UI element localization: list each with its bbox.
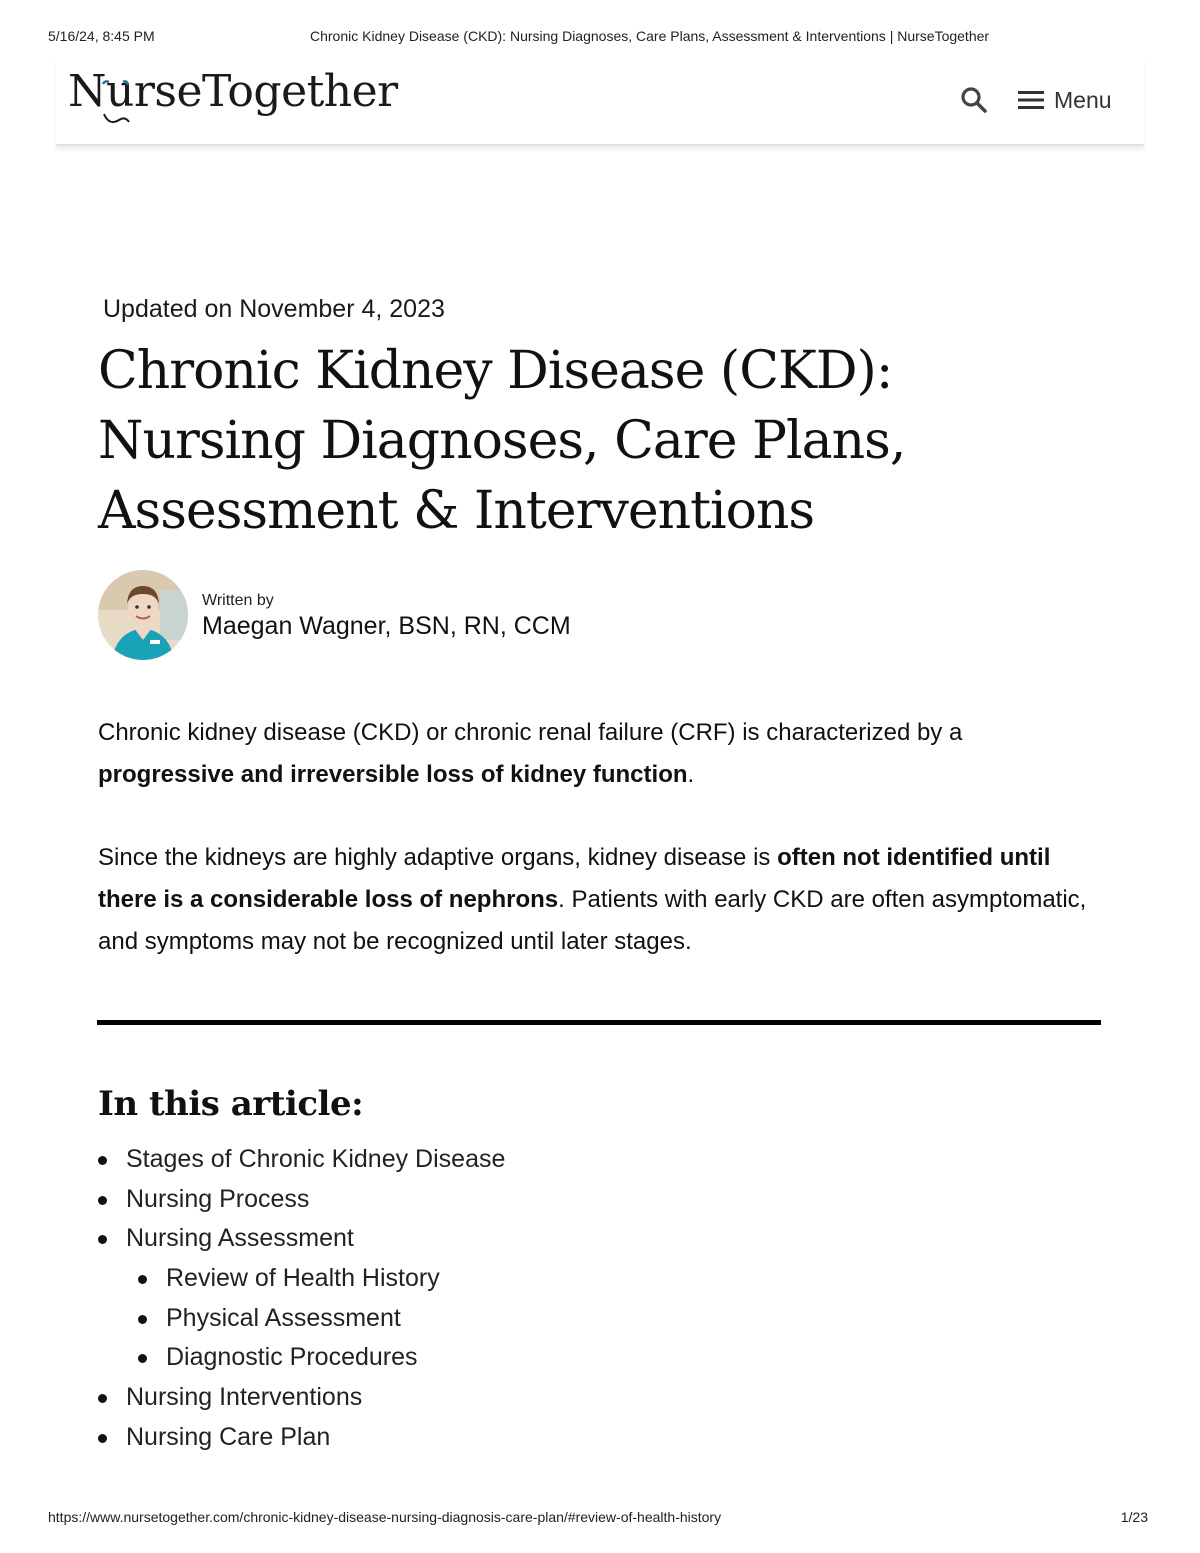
site-logo[interactable] <box>68 66 408 126</box>
toc-item-diagnostic-procedures[interactable]: Diagnostic Procedures <box>98 1338 505 1378</box>
stethoscope-icon <box>95 78 135 128</box>
search-icon[interactable] <box>960 86 988 114</box>
intro-paragraph-2: Since the kidneys are highly adaptive organs, kidney disease is often not identified until there is a considerable loss of nephrons. Patients with early CKD are often asymptomatic, and symptoms may not be recognized until later stages. <box>98 844 1087 955</box>
menu-button[interactable] <box>1018 84 1112 116</box>
print-doc-title: Chronic Kidney Disease (CKD): Nursing Diagnoses, Care Plans, Assessment & Interventions | NurseTogether <box>310 28 990 44</box>
toc-item-health-history[interactable]: Review of Health History <box>98 1259 505 1299</box>
toc-item-nursing-assessment[interactable]: Nursing Assessment <box>98 1219 505 1259</box>
emphasis-text: often not identified until there is a considerable loss of nephrons <box>98 844 1051 913</box>
bullet-icon <box>98 1235 107 1244</box>
bullet-icon <box>138 1275 147 1284</box>
intro-paragraph-1: Chronic kidney disease (CKD) or chronic renal failure (CRF) is characterized by a progressive and irreversible loss of kidney function. <box>98 719 963 788</box>
menu-label: Menu <box>1054 86 1112 113</box>
page-number: 1/23 <box>1120 1509 1148 1525</box>
bullet-icon <box>98 1156 107 1165</box>
toc-item-nursing-interventions[interactable]: Nursing Interventions <box>98 1378 505 1418</box>
author-byline <box>98 570 698 660</box>
print-url: https://www.nursetogether.com/chronic-kidney-disease-nursing-diagnosis-care-plan/#review-of-health-history <box>48 1509 722 1525</box>
author-name-link[interactable]: Maegan Wagner, BSN, RN, CCM <box>202 612 571 640</box>
written-by-label: Written by <box>202 592 274 609</box>
bullet-icon <box>98 1394 107 1403</box>
updated-date: Updated on November 4, 2023 <box>103 295 445 323</box>
toc-item-stages[interactable]: Stages of Chronic Kidney Disease <box>98 1140 505 1180</box>
title-line-2: Nursing Diagnoses, Care Plans, <box>98 411 906 471</box>
logo-text: NurseTogether <box>68 66 398 117</box>
bullet-icon <box>98 1196 107 1205</box>
hamburger-icon <box>1018 90 1044 110</box>
site-header <box>56 60 1144 146</box>
print-datetime: 5/16/24, 8:45 PM <box>48 28 155 44</box>
title-line-1: Chronic Kidney Disease (CKD): <box>98 341 893 401</box>
toc-item-physical-assessment[interactable]: Physical Assessment <box>98 1299 505 1339</box>
section-divider <box>97 1020 1101 1025</box>
author-avatar[interactable] <box>98 570 188 660</box>
emphasis-text: progressive and irreversible loss of kidney function <box>98 761 688 788</box>
print-header <box>48 28 1152 48</box>
table-of-contents <box>98 1140 505 1458</box>
title-line-3: Assessment & Interventions <box>98 481 815 541</box>
bullet-icon <box>138 1315 147 1324</box>
bullet-icon <box>138 1354 147 1363</box>
bullet-icon <box>98 1434 107 1443</box>
article-title <box>98 336 1018 546</box>
toc-heading: In this article: <box>98 1084 364 1124</box>
toc-item-nursing-process[interactable]: Nursing Process <box>98 1180 505 1220</box>
toc-item-care-plan[interactable]: Nursing Care Plan <box>98 1418 505 1458</box>
